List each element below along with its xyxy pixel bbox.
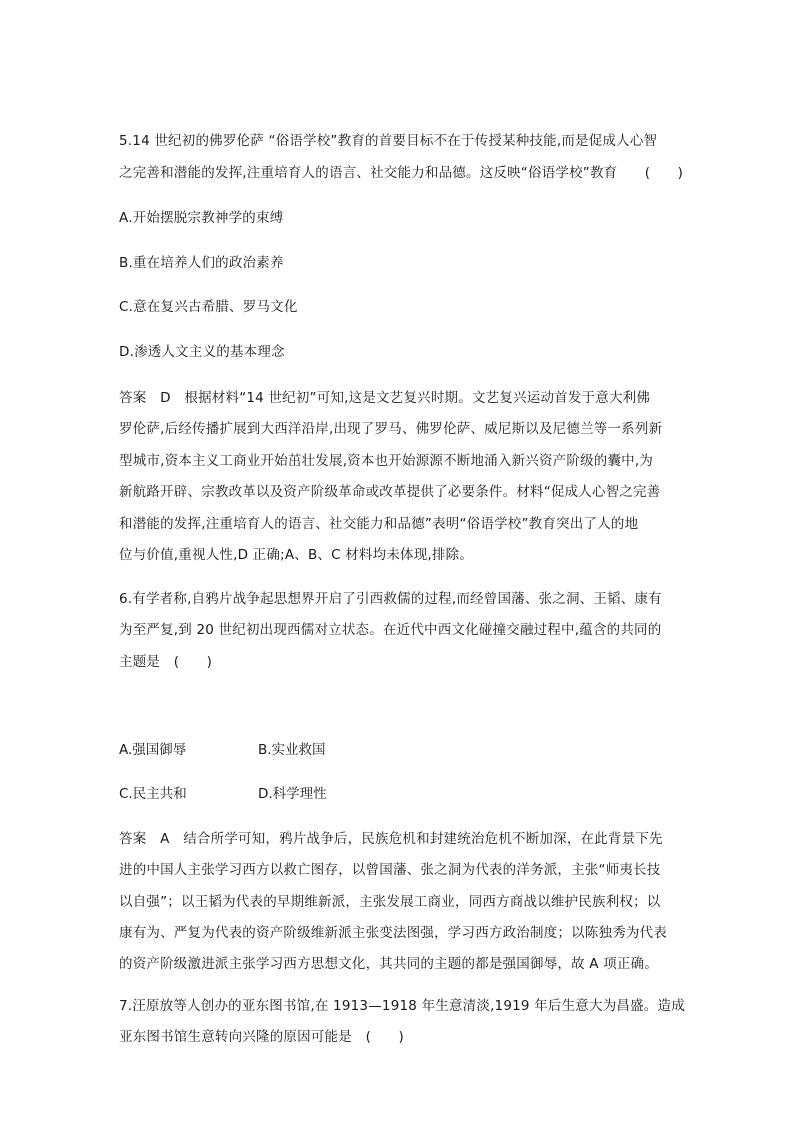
q6-option-c: C.民主共和 bbox=[119, 786, 187, 802]
q5-option-c: C.意在复兴古希腊、罗马文化 bbox=[119, 299, 298, 315]
q6-stem-line-1: 6.有学者称,自鸦片战争起思想界开启了引西救儒的过程,而经曾国藩、张之洞、王韬、康有 bbox=[119, 591, 662, 607]
q7-stem-line-2: 亚东图书馆生意转向兴隆的原因可能是 ( ) bbox=[119, 1029, 404, 1045]
q6-option-a: A.强国御辱 bbox=[119, 742, 187, 758]
q5-answer-line-2: 罗伦萨,后经传播扩展到大西洋沿岸,出现了罗马、佛罗伦萨、威尼斯以及尼德兰等一系列新 bbox=[119, 421, 663, 437]
q6-answer-line-1: 答案 A 结合所学可知，鸦片战争后，民族危机和封建统治危机不断加深，在此背景下先 bbox=[119, 831, 663, 847]
q5-stem-line-2: 之完善和潜能的发挥,注重培育人的语言、社交能力和品德。这反映“俗语学校”教育 ( ) bbox=[119, 165, 684, 181]
q6-answer-line-2: 进的中国人主张学习西方以救亡图存，以曾国藩、张之洞为代表的洋务派，主张“师夷长技 bbox=[119, 862, 661, 878]
q5-answer-line-1: 答案 D 根据材料“14 世纪初”可知,这是文艺复兴时期。文艺复兴运动首发于意大利佛 bbox=[119, 390, 651, 406]
q6-answer-line-4: 康有为、严复为代表的资产阶级维新派主张变法图强，学习西方政治制度；以陈独秀为代表 bbox=[119, 925, 667, 941]
q7-stem-line-1: 7.汪原放等人创办的亚东图书馆,在 1913—1918 年生意清淡,1919 年后生意大为昌盛。造成 bbox=[119, 998, 685, 1014]
q5-option-d: D.渗透人文主义的基本理念 bbox=[119, 344, 285, 360]
q6-answer-line-5: 的资产阶级激进派主张学习西方思想文化，其共同的主题的都是强国御辱，故 A 项正确。 bbox=[119, 956, 659, 972]
q5-answer-line-3: 型城市,资本主义工商业开始茁壮发展,资本也开始源源不断地涌入新兴资产阶级的囊中,为 bbox=[119, 453, 654, 469]
q6-stem-line-2: 为至严复,到 20 世纪初出现西儒对立状态。在近代中西文化碰撞交融过程中,蕴含的共同的 bbox=[119, 622, 662, 638]
q5-answer-line-4: 新航路开辟、宗教改革以及资产阶级革命或改革提供了必要条件。材料“促成人心智之完善 bbox=[119, 484, 661, 500]
q5-answer-line-6: 位与价值,重视人性,D 正确;A、B、C 材料均未体现,排除。 bbox=[119, 547, 474, 563]
q5-option-b: B.重在培养人们的政治素养 bbox=[119, 255, 284, 271]
q6-option-d: D.科学理性 bbox=[258, 786, 327, 802]
q5-answer-line-5: 和潜能的发挥,注重培育人的语言、社交能力和品德”表明“俗语学校”教育突出了人的地 bbox=[119, 516, 639, 532]
q6-answer-line-3: 以自强”；以王韬为代表的早期维新派，主张发展工商业，同西方商战以维护民族利权；以 bbox=[119, 894, 661, 910]
q5-option-a: A.开始摆脱宗教神学的束缚 bbox=[119, 210, 284, 226]
q5-stem-line-1: 5.14 世纪初的佛罗伦萨 “俗语学校”教育的首要目标不在于传授某种技能,而是促成人心智 bbox=[119, 133, 658, 149]
q6-stem-line-3: 主题是 ( ) bbox=[119, 654, 213, 670]
q6-option-b: B.实业救国 bbox=[258, 742, 326, 758]
